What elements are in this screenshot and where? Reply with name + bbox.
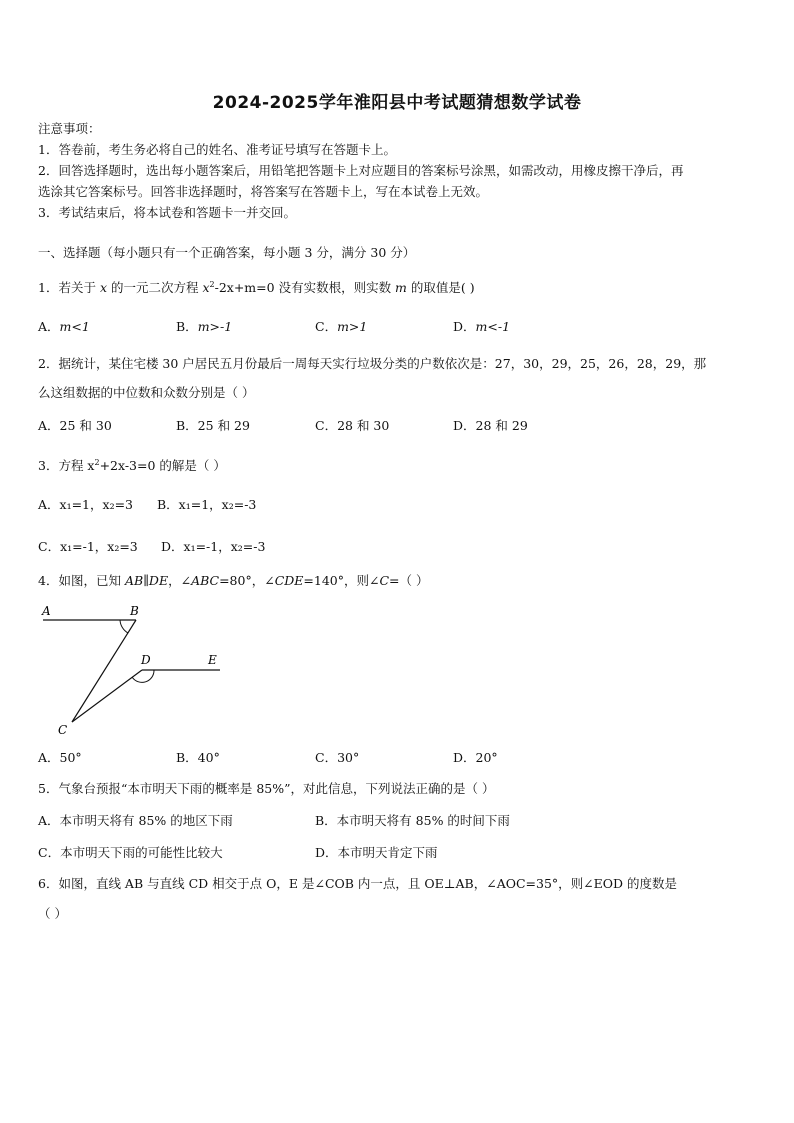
line-cd bbox=[72, 670, 142, 722]
notice-item-1: 1．答卷前，考生务必将自己的姓名、准考证号填写在答题卡上。 bbox=[38, 142, 396, 157]
notice-heading: 注意事项： bbox=[38, 121, 101, 136]
q5-option-a: A．本市明天将有 85% 的地区下雨 bbox=[38, 813, 233, 828]
question-4-stem: 4．如图，已知 AB∥DE，∠ABC=80°，∠CDE=140°，则∠C=（ ） bbox=[38, 573, 429, 588]
angle-d-arc bbox=[132, 670, 154, 682]
section-heading: 一、选择题（每小题只有一个正确答案，每小题 3 分，满分 30 分） bbox=[38, 245, 416, 260]
question-1-stem: 1．若关于 x 的一元二次方程 $x^2-2x+m=0$ 没有实数根，则实数 m 的取值是( ) bbox=[38, 280, 475, 295]
angle-b-arc bbox=[120, 620, 128, 633]
q1-option-a: A．m<1 bbox=[38, 319, 90, 334]
q3-option-b: B．x₁=1，x₂=-3 bbox=[157, 497, 257, 512]
page-title: 2024-2025学年淮阳县中考试题猜想数学试卷 bbox=[212, 93, 582, 113]
q4-geometry-figure bbox=[38, 600, 238, 742]
q2-option-a: A．25 和 30 bbox=[38, 418, 112, 433]
q3-option-a: A．x₁=1，x₂=3 bbox=[38, 497, 134, 512]
notice-item-2a: 2．回答选择题时，选出每小题答案后，用铅笔把答题卡上对应题目的答案标号涂黑，如需改动，用橡皮擦干净后，再 bbox=[38, 163, 684, 178]
q1-option-b: B．m>-1 bbox=[176, 319, 233, 334]
q4-option-a: A．50° bbox=[38, 750, 82, 765]
label-c: C bbox=[58, 723, 68, 737]
q5-option-d: D．本市明天肯定下雨 bbox=[315, 845, 438, 860]
label-d: D bbox=[141, 653, 151, 667]
label-a: A bbox=[42, 604, 51, 618]
question-5-stem: 5．气象台预报“本市明天下雨的概率是 85%”，对此信息，下列说法正确的是（ ） bbox=[38, 781, 495, 796]
q4-option-b: B．40° bbox=[176, 750, 220, 765]
q1-option-d: D．m<-1 bbox=[453, 319, 511, 334]
line-bc bbox=[72, 620, 136, 722]
q4-option-c: C．30° bbox=[315, 750, 360, 765]
q5-option-b: B．本市明天将有 85% 的时间下雨 bbox=[315, 813, 510, 828]
label-b: B bbox=[130, 604, 139, 618]
notice-item-3: 3．考试结束后，将本试卷和答题卡一并交回。 bbox=[38, 205, 296, 220]
question-3-stem: 3．方程 $x^2+2x-3=0$ 的解是（ ） bbox=[38, 458, 226, 473]
label-e: E bbox=[208, 653, 217, 667]
q5-option-c: C．本市明天下雨的可能性比较大 bbox=[38, 845, 223, 860]
question-2-line-1: 2．据统计，某住宅楼 30 户居民五月份最后一周每天实行垃圾分类的户数依次是：27，30，29，25，26，28，29，那 bbox=[38, 356, 707, 371]
question-6-paren: （ ） bbox=[38, 906, 67, 921]
q1-option-c: C．m>1 bbox=[315, 319, 368, 334]
notice-item-2b: 选涂其它答案标号。回答非选择题时，将答案写在答题卡上，写在本试卷上无效。 bbox=[38, 184, 489, 199]
question-2-line-2: 么这组数据的中位数和众数分别是（ ） bbox=[38, 385, 255, 400]
q4-option-d: D．20° bbox=[453, 750, 498, 765]
q3-option-c: C．x₁=-1，x₂=3 bbox=[38, 539, 138, 554]
q2-option-d: D．28 和 29 bbox=[453, 418, 528, 433]
q2-option-b: B．25 和 29 bbox=[176, 418, 250, 433]
q2-option-c: C．28 和 30 bbox=[315, 418, 390, 433]
question-6-stem: 6．如图，直线 AB 与直线 CD 相交于点 O，E 是∠COB 内一点，且 OE⊥AB，∠AOC=35°，则∠EOD 的度数是 bbox=[38, 876, 678, 891]
q3-option-d: D．x₁=-1，x₂=-3 bbox=[161, 539, 266, 554]
